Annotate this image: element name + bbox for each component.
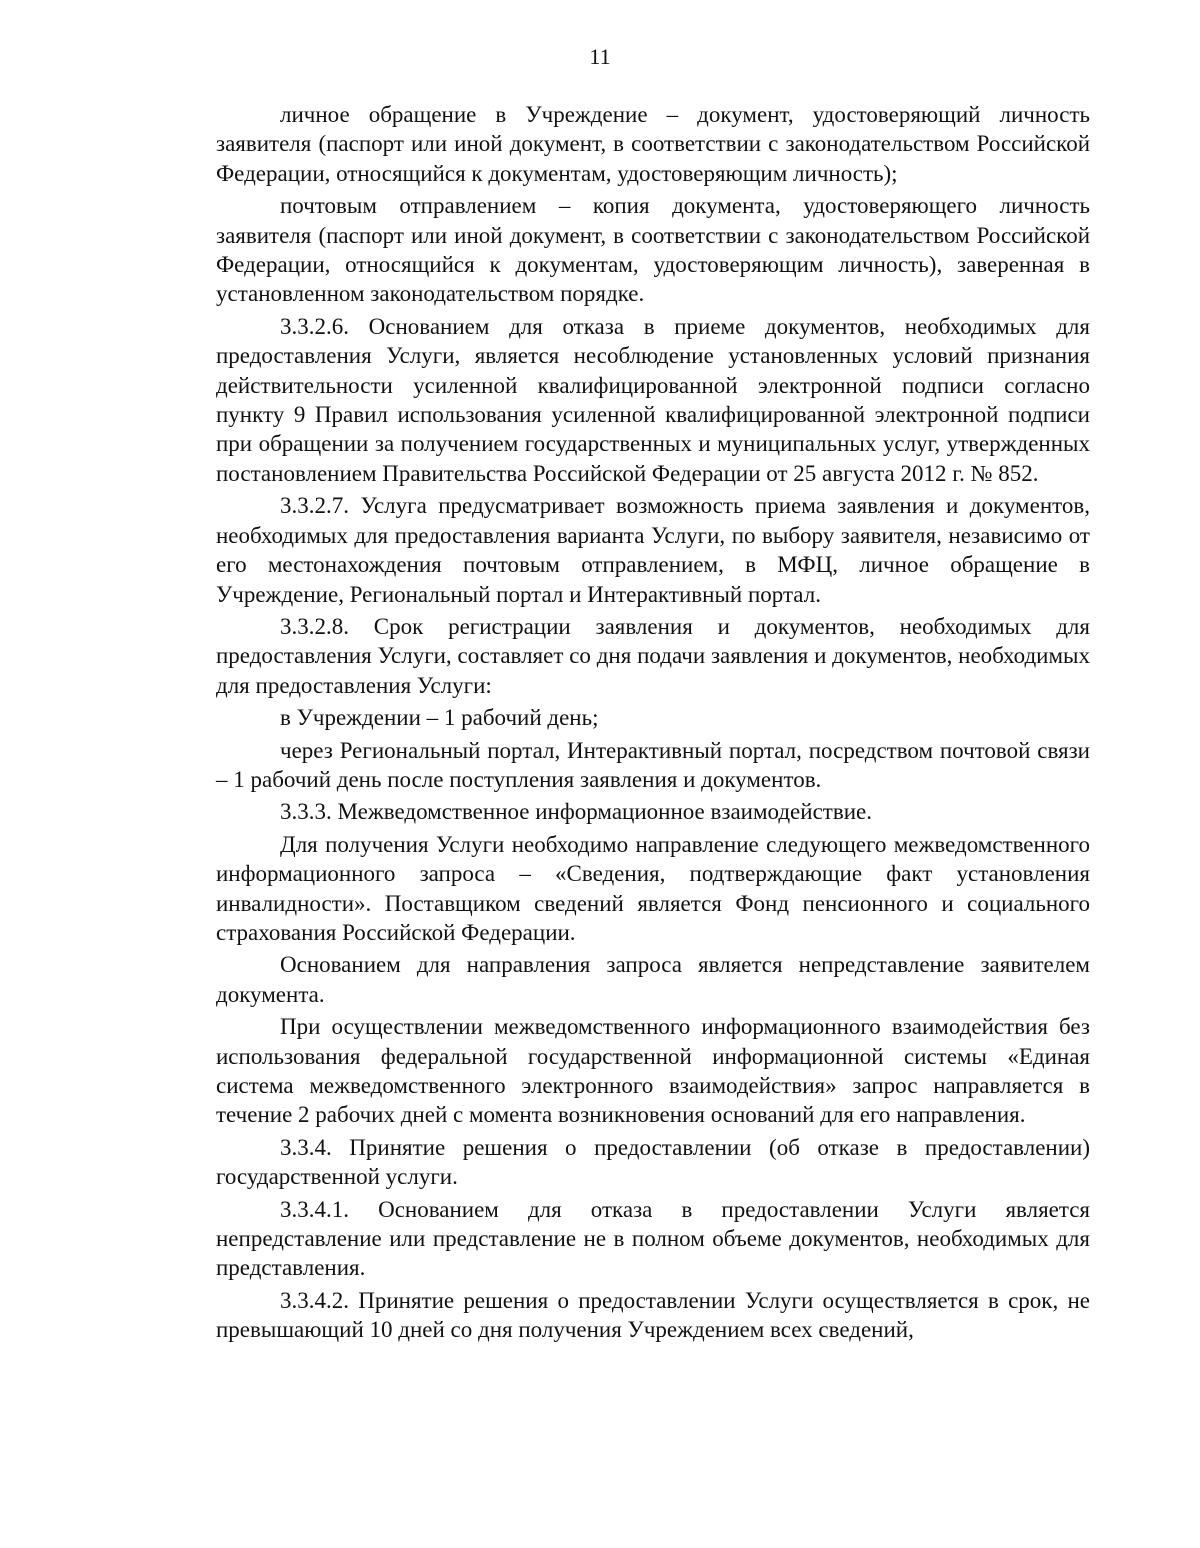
paragraph-interagency-request: Для получения Услуги необходимо направление следующего межведомственного информационного запроса – «Сведения, подтверждающие факт установления инвалидности». Поставщиком сведений является Фонд пенсионного и социального страхования Российской Федерации.	[216, 831, 1090, 945]
paragraph-postal-submission: почтовым отправлением – копия документа, удостоверяющего личность заявителя (паспорт или иной документ, в соответствии с законодательством Российской Федерации, относящийся к документам, удостоверяющим личность), заверенная в установленном законодательством порядке.	[216, 193, 1090, 307]
paragraph-3-3-2-8: 3.3.2.8. Срок регистрации заявления и документов, необходимых для предоставления Услуги, составляет со дня подачи заявления и документов, необходимых для предоставления Услуги:	[216, 613, 1090, 698]
paragraph-3-3-4: 3.3.4. Принятие решения о предоставлении (об отказе в предоставлении) государственной услуги.	[216, 1134, 1090, 1190]
document-body	[216, 100, 1090, 1348]
paragraph-3-3-2-7: 3.3.2.7. Услуга предусматривает возможность приема заявления и документов, необходимых для предоставления варианта Услуги, по выбору заявителя, независимо от его местонахождения почтовым отправлением, в МФЦ, личное обращение в Учреждение, Региональный портал и Интерактивный портал.	[216, 493, 1090, 607]
paragraph-3-3-3: 3.3.3. Межведомственное информационное взаимодействие.	[280, 799, 872, 825]
paragraph-3-3-4-1: 3.3.4.1. Основанием для отказа в предоставлении Услуги является непредставление или представление не в полном объеме документов, необходимых для представления.	[216, 1196, 1090, 1281]
paragraph-3-3-4-2: 3.3.4.2. Принятие решения о предоставлении Услуги осуществляется в срок, не превышающий 10 дней со дня получения Учреждением всех сведений,	[216, 1287, 1090, 1343]
paragraph-3-3-2-6: 3.3.2.6. Основанием для отказа в приеме документов, необходимых для предоставления Услуги, является несоблюдение установленных условий признания действительности усиленной квалифицированной электронной подписи согласно пункту 9 Правил использования усиленной квалифицированной электронной подписи при обращении за получением государственных и муниципальных услуг, утвержденных постановлением Правительства Российской Федерации от 25 августа 2012 г. № 852.	[216, 313, 1090, 486]
paragraph-institution-term: в Учреждении – 1 рабочий день;	[280, 705, 599, 731]
paragraph-personal-visit: личное обращение в Учреждение – документ, удостоверяющий личность заявителя (паспорт или иной документ, в соответствии с законодательством Российской Федерации, относящийся к документам, удостоверяющим личность);	[216, 102, 1090, 186]
paragraph-request-basis: Основанием для направления запроса является непредставление заявителем документа.	[216, 952, 1090, 1007]
paragraph-request-timing: При осуществлении межведомственного информационного взаимодействия без использования федеральной государственной информационной системы «Единая система межведомственного электронного взаимодействия» запрос направляется в течение 2 рабочих дней с момента возникновения оснований для его направления.	[216, 1014, 1090, 1128]
paragraph-portal-term: через Региональный портал, Интерактивный портал, посредством почтовой связи – 1 рабочий день после поступления заявления и документов.	[216, 737, 1090, 792]
page-number: 11	[589, 44, 611, 69]
